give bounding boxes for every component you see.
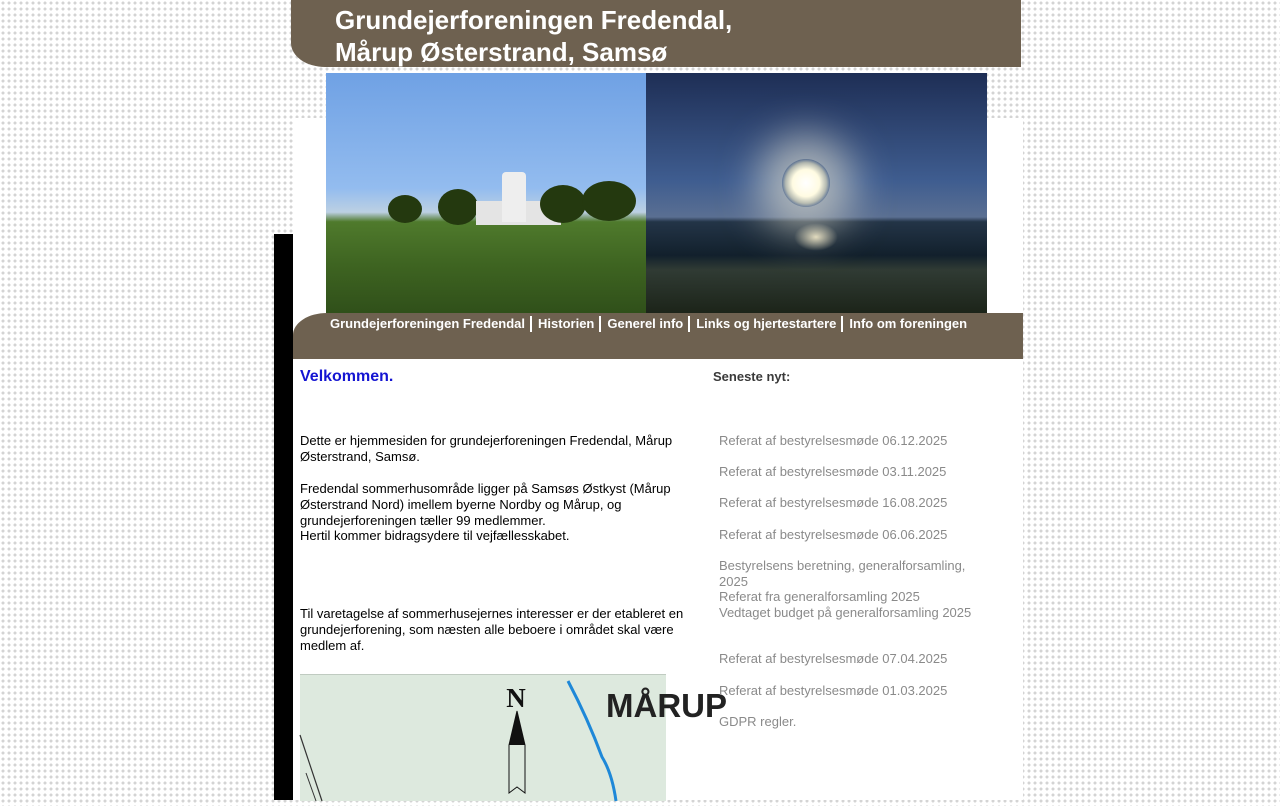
nav-separator <box>530 316 532 332</box>
map-graphic <box>300 675 727 801</box>
news-link[interactable]: Vedtaget budget på generalforsamling 2025 <box>719 605 972 620</box>
news-link[interactable]: Referat af bestyrelsesmøde 16.08.2025 <box>719 495 948 510</box>
nav-item-generel-info[interactable]: Generel info <box>607 316 684 331</box>
contributors-text: Hertil kommer bidragsydere til vejfællesskabet. <box>300 528 570 544</box>
sun-reflection <box>794 223 838 251</box>
site-title-line1: Grundejerforeningen Fredendal, <box>335 5 733 35</box>
map-place-label: MÅRUP <box>606 687 727 724</box>
sun-glow <box>782 159 830 207</box>
welcome-heading: Velkommen. <box>300 368 394 385</box>
nav-item-info-om-foreningen[interactable]: Info om foreningen <box>849 316 968 331</box>
nav-item-historien[interactable]: Historien <box>538 316 595 331</box>
nav-separator <box>841 316 843 332</box>
map-north-label: N <box>506 683 526 713</box>
main-nav <box>330 314 972 334</box>
church-tower <box>502 172 526 222</box>
news-link[interactable]: Referat af bestyrelsesmøde 07.04.2025 <box>719 651 948 666</box>
tree-shape <box>540 185 586 223</box>
news-link[interactable]: Bestyrelsens beretning, generalforsamling, 2025 <box>719 558 966 589</box>
intro-paragraph: Dette er hjemmesiden for grundejerforeningen Fredendal, Mårup Østerstrand, Samsø. <box>300 433 673 464</box>
association-paragraph: Til varetagelse af sommerhusejernes interesser er der etableret en grundejerforening, som næsten alle beboere i området skal være medlem af. <box>300 606 684 653</box>
news-link[interactable]: Referat af bestyrelsesmøde 06.12.2025 <box>719 433 948 448</box>
nav-separator <box>688 316 690 332</box>
nav-bar <box>293 313 1023 359</box>
nav-item-links[interactable]: Links og hjertestartere <box>696 316 837 331</box>
site-header <box>291 0 1021 67</box>
nav-item-fredendal[interactable]: Grundejerforeningen Fredendal <box>330 316 526 331</box>
news-link[interactable]: Referat af bestyrelsesmøde 01.03.2025 <box>719 683 948 698</box>
site-title <box>335 4 732 68</box>
banner-photo-sunset <box>646 73 987 313</box>
site-title-line2: Mårup Østerstrand, Samsø <box>335 37 668 67</box>
tree-shape <box>582 181 636 221</box>
nav-separator <box>599 316 601 332</box>
left-black-bar <box>274 234 293 800</box>
news-link[interactable]: Referat af bestyrelsesmøde 06.06.2025 <box>719 527 948 542</box>
location-text: Fredendal sommerhusområde ligger på Samsøs Østkyst (Mårup Østerstrand Nord) imellem byerne Nordby og Mårup, og grundejerforeningen tæller 99 medlemmer. <box>300 481 671 528</box>
banner-photo-church <box>326 73 646 313</box>
news-link[interactable]: Referat af bestyrelsesmøde 03.11.2025 <box>719 464 947 479</box>
news-link-gdpr[interactable]: GDPR regler. <box>719 714 797 729</box>
location-paragraph <box>300 481 700 544</box>
tree-shape <box>438 189 478 225</box>
latest-news-heading: Seneste nyt: <box>713 369 791 384</box>
area-map[interactable] <box>300 674 727 801</box>
news-link[interactable]: Referat fra generalforsamling 2025 <box>719 589 920 604</box>
tree-shape <box>388 195 422 223</box>
